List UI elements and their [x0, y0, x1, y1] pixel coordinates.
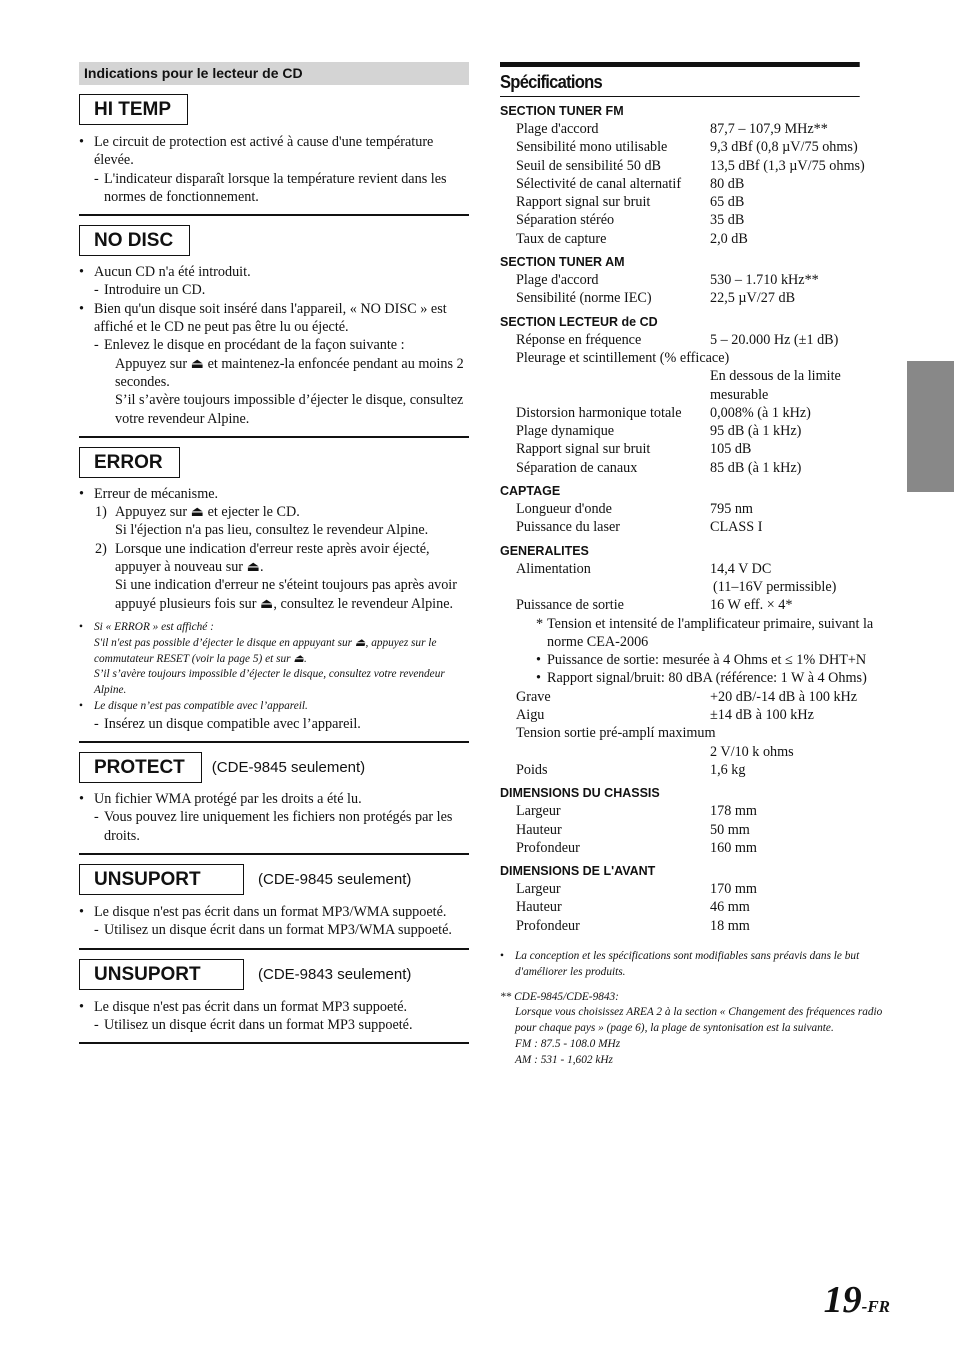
error-label: ERROR: [79, 447, 180, 478]
spec-value: (11–16V permissible): [713, 578, 837, 595]
error-note-1-title: • Si « ERROR » est affiché :: [94, 620, 214, 633]
spec-key: Longueur d'onde: [516, 501, 612, 518]
note-text: Rapport signal/bruit: 80 dBA (référence: 1 W à 4 Ohms): [547, 670, 867, 687]
eject-icon: ⏏: [190, 355, 205, 372]
spec-row: [500, 211, 891, 229]
error-note-1d: S’il s’avère toujours impossible d’éjecter le disque, consultez votre revendeur Alpine.: [94, 668, 445, 697]
nodisc-step-1a: Appuyez sur: [115, 355, 188, 372]
error-note-1c: .: [304, 652, 307, 665]
spec-key: Grave: [516, 688, 551, 705]
spec-value: 0,008% (à 1 kHz): [710, 404, 811, 421]
side-tab: [907, 361, 954, 492]
divider: [79, 741, 469, 743]
spec-key: Hauteur: [516, 821, 562, 838]
divider: [79, 1042, 469, 1044]
spec-row: [500, 821, 891, 839]
spec-note: [500, 651, 891, 669]
spec-key: Poids: [516, 761, 548, 778]
spec-row: [500, 688, 891, 706]
footnote-2-title: ** CDE-9845/CDE-9843:: [500, 990, 619, 1003]
spec-key: Pleurage et scintillement (% efficace): [516, 349, 730, 366]
nodisc-bullet-2: • Bien qu'un disque soit inséré dans l'appareil, « NO DISC » est affiché et le CD ne peut pas être lu ou éjecté.: [79, 300, 469, 337]
footnote-1: • La conception et les spécifications sont modifiables sans préavis dans le but d'améliorer les produits.: [500, 949, 891, 981]
spec-row: [500, 459, 891, 477]
spec-key: Sensibilité (norme IEC): [516, 290, 652, 307]
spec-value: 14,4 V DC: [710, 560, 772, 577]
error-step-1c: Si l'éjection n'a pas lieu, consultez le revendeur Alpine.: [115, 522, 429, 539]
spec-key: Distorsion harmonique totale: [516, 404, 682, 421]
spec-row: [500, 596, 891, 614]
spec-value: 95 dB (à 1 kHz): [710, 423, 802, 440]
eject-icon: ⏏: [246, 559, 260, 576]
spec-value: 80 dB: [710, 175, 745, 192]
note-text: Tension et intensité de l'amplificateur primaire, suivant la norme CEA-2006: [547, 615, 874, 650]
step-number: 1): [95, 504, 107, 521]
spec-row: [500, 331, 891, 349]
right-column: [500, 62, 891, 1069]
spec-section-chassis: DIMENSIONS DU CHASSIS: [500, 786, 660, 801]
error-note-1: [79, 620, 469, 699]
spec-key: Tension sortie pré-amplí maximum: [516, 725, 716, 742]
error-note-1a: S'il n'est pas possible d’éjecter le disque en appuyant sur: [94, 636, 353, 649]
note-marker: •: [536, 670, 541, 687]
protect-label: PROTECT: [79, 752, 202, 783]
protect-dash: - Vous pouvez lire uniquement les fichiers non protégés par les droits.: [79, 808, 469, 845]
spec-row: [500, 761, 891, 779]
nodisc-dash-2: - Enlevez le disque en procédant de la façon suivante :: [79, 336, 469, 354]
spec-row: [500, 193, 891, 211]
spec-value: 2,0 dB: [710, 230, 748, 247]
spec-value: 87,7 – 107,9 MHz**: [710, 121, 828, 137]
spec-value: 22,5 µV/27 dB: [710, 290, 796, 307]
spec-key: Largeur: [516, 803, 561, 820]
spec-note: [500, 669, 891, 687]
spec-value: mesurable: [710, 386, 769, 403]
note-marker: •: [536, 652, 541, 669]
unsuport-dash-1: - Utilisez un disque écrit dans un format MP3/WMA suppoeté.: [79, 921, 469, 939]
eject-icon: ⏏: [354, 636, 366, 649]
footnote-2-am: AM : 531 - 1,602 kHz: [515, 1053, 613, 1066]
spec-value: 170 mm: [710, 881, 757, 898]
error-step-2c: Si une indication d'erreur ne s'éteint toujours pas après avoir appuyé plusieurs fois sur: [115, 577, 457, 612]
unsuport-bullet-2: • Le disque n'est pas écrit dans un format MP3 suppoeté.: [79, 998, 469, 1016]
spec-value: 160 mm: [710, 839, 757, 856]
nodisc-step-1b: et maintenez-la enfoncée pendant au moins 2 secondes.: [115, 355, 464, 390]
spec-value: 50 mm: [710, 821, 750, 838]
spec-row: [500, 500, 891, 518]
error-step-2d: , consultez le revendeur Alpine.: [273, 595, 454, 612]
spec-key: Aigu: [516, 707, 545, 724]
unsuport-note-1: (CDE-9845 seulement): [258, 870, 412, 888]
spec-row: [500, 802, 891, 820]
specs-title: Spécifications: [500, 62, 860, 97]
spec-value: 105 dB: [710, 441, 752, 458]
spec-row: [500, 560, 891, 578]
spec-value: 35 dB: [710, 212, 745, 229]
error-step-1b: et ejecter le CD.: [207, 504, 300, 521]
protect-bullet: • Un fichier WMA protégé par les droits a été lu.: [79, 790, 469, 808]
spec-key: Seuil de sensibilité 50 dB: [516, 157, 662, 174]
nodisc-step-1: [79, 355, 469, 392]
footnote-2-text: Lorsque vous choisissez AREA 2 à la section « Changement des fréquences radio pour chaque pays » (page 6), la plage de syntonisation est la suivante.: [515, 1006, 883, 1035]
spec-row: [500, 157, 891, 175]
hitemp-dash: - L'indicateur disparaît lorsque la température revient dans les normes de fonctionnement.: [79, 170, 469, 207]
section-header: Indications pour le lecteur de CD: [79, 62, 469, 85]
divider: [79, 853, 469, 855]
spec-key: Profondeur: [516, 839, 580, 856]
spec-section-captage: CAPTAGE: [500, 484, 561, 499]
page-number-suffix: -FR: [861, 1297, 890, 1316]
spec-row: [500, 289, 891, 307]
unsuport-block-2: [79, 959, 469, 1035]
spec-key: Plage d'accord: [516, 121, 599, 137]
spec-row: [500, 898, 891, 916]
spec-row: [500, 404, 891, 422]
spec-row: [500, 706, 891, 724]
hitemp-bullet: • Le circuit de protection est activé à cause d'une température élevée.: [79, 133, 469, 170]
spec-row: [500, 839, 891, 857]
spec-value: CLASS I: [710, 519, 763, 536]
spec-value: 5 – 20.000 Hz (±1 dB): [710, 331, 839, 348]
unsuport-block-1: [79, 864, 469, 940]
protect-note: (CDE-9845 seulement): [211, 759, 366, 777]
error-dash: - Insérez un disque compatible avec l’appareil.: [79, 715, 469, 733]
unsuport-label-1: UNSUPORT: [79, 864, 244, 895]
error-step-2: [79, 540, 469, 613]
spec-value: +20 dB/-14 dB à 100 kHz: [710, 688, 858, 705]
spec-value: 46 mm: [710, 899, 750, 916]
spec-key: Plage d'accord: [516, 272, 599, 289]
eject-icon: ⏏: [260, 595, 274, 612]
error-block: [79, 447, 469, 733]
spec-rows-fm: [500, 120, 891, 248]
unsuport-bullet-1: • Le disque n'est pas écrit dans un format MP3/WMA suppoeté.: [79, 903, 469, 921]
spec-row: [500, 880, 891, 898]
nodisc-bullet-1: • Aucun CD n'a été introduit.: [79, 263, 469, 281]
spec-rows-am: [500, 271, 891, 308]
error-step-2b: .: [260, 559, 264, 576]
spec-value: En dessous de la limite: [710, 368, 841, 385]
spec-value: 85 dB (à 1 kHz): [710, 459, 802, 476]
unsuport-note-2: (CDE-9843 seulement): [258, 965, 412, 983]
spec-key: Puissance du laser: [516, 519, 621, 536]
spec-row: [500, 120, 891, 138]
error-step-1: [79, 503, 469, 540]
nodisc-step-2: S’il s’avère toujours impossible d’éjecter le disque, consultez votre revendeur Alpine.: [115, 392, 464, 427]
spec-value: 795 nm: [710, 501, 753, 518]
spec-key: Alimentation: [516, 560, 591, 577]
spec-key: Profondeur: [516, 917, 580, 934]
spec-rows-avant: [500, 880, 891, 935]
spec-row: [500, 440, 891, 458]
spec-section-cd: SECTION LECTEUR de CD: [500, 314, 658, 329]
page-number-value: 19: [823, 1279, 862, 1321]
spec-key: Taux de capture: [516, 230, 607, 247]
footnote-2-fm: FM : 87.5 - 108.0 MHz: [515, 1037, 621, 1050]
spec-value: 530 – 1.710 kHz**: [710, 272, 819, 289]
spec-key: Largeur: [516, 881, 561, 898]
spec-value: 178 mm: [710, 803, 757, 820]
note-text: Puissance de sortie: mesurée à 4 Ohms et ≤ 1% DHT+N: [547, 652, 867, 669]
eject-icon: ⏏: [190, 504, 205, 521]
nodisc-dash-1: - Introduire un CD.: [79, 281, 469, 299]
error-note-1b: , appuyez sur le commutateur RESET (voir la page 5) et sur: [94, 636, 437, 665]
note-marker: *: [536, 615, 544, 632]
eject-icon: ⏏: [293, 652, 305, 665]
unsuport-label-2: UNSUPORT: [79, 959, 244, 990]
spec-value: 9,3 dBf (0,8 µV/75 ohms): [710, 139, 858, 156]
spec-row: [500, 422, 891, 440]
nodisc-block: [79, 225, 469, 428]
spec-section-am: SECTION TUNER AM: [500, 255, 625, 270]
spec-rows-captage: [500, 500, 891, 537]
spec-section-avant: DIMENSIONS DE L'AVANT: [500, 864, 656, 879]
divider: [79, 436, 469, 438]
spec-value: 16 W eff. × 4*: [710, 597, 793, 614]
spec-value: 18 mm: [710, 917, 750, 934]
spec-key: Plage dynamique: [516, 423, 615, 440]
spec-key: Hauteur: [516, 899, 562, 916]
hitemp-label: HI TEMP: [79, 94, 188, 125]
spec-value: 2 V/10 k ohms: [710, 743, 794, 760]
page-number: [824, 1278, 890, 1322]
unsuport-dash-2: - Utilisez un disque écrit dans un format MP3 suppoeté.: [79, 1016, 469, 1034]
spec-row: [500, 271, 891, 289]
spec-row: [500, 138, 891, 156]
spec-row: [500, 518, 891, 536]
error-step-1a: Appuyez sur: [115, 504, 188, 521]
spec-key: Séparation stéréo: [516, 212, 615, 229]
spec-rows-cd: [500, 404, 891, 477]
spec-key: Rapport signal sur bruit: [516, 194, 651, 211]
left-column: [79, 62, 469, 1053]
hitemp-block: [79, 94, 469, 206]
divider: [79, 214, 469, 216]
spec-key: Puissance de sortie: [516, 597, 624, 614]
spec-note: [500, 615, 891, 652]
spec-value: 1,6 kg: [710, 761, 746, 778]
spec-key: Sélectivité de canal alternatif: [516, 175, 682, 192]
spec-key: Sensibilité mono utilisable: [516, 139, 668, 156]
spec-value: ±14 dB à 100 kHz: [710, 707, 814, 724]
spec-row: [500, 230, 891, 248]
spec-row: [500, 175, 891, 193]
spec-key: Rapport signal sur bruit: [516, 441, 651, 458]
spec-section-fm: SECTION TUNER FM: [500, 104, 624, 118]
spec-key: Séparation de canaux: [516, 459, 638, 476]
spec-value: 13,5 dBf (1,3 µV/75 ohms): [710, 157, 865, 174]
error-bullet: • Erreur de mécanisme.: [79, 485, 469, 503]
step-number: 2): [95, 540, 107, 557]
nodisc-label: NO DISC: [79, 225, 190, 256]
spec-section-generalites: GENERALITES: [500, 543, 589, 558]
divider: [79, 948, 469, 950]
spec-row: [500, 917, 891, 935]
spec-rows-chassis: [500, 802, 891, 857]
error-step-2a: Lorsque une indication d'erreur reste après avoir éjecté, appuyer à nouveau sur: [115, 540, 430, 576]
error-note-2: • Le disque n’est pas compatible avec l’appareil.: [79, 699, 469, 715]
spec-key: Réponse en fréquence: [516, 331, 642, 348]
spec-value: 65 dB: [710, 194, 745, 211]
protect-block: [79, 752, 469, 845]
